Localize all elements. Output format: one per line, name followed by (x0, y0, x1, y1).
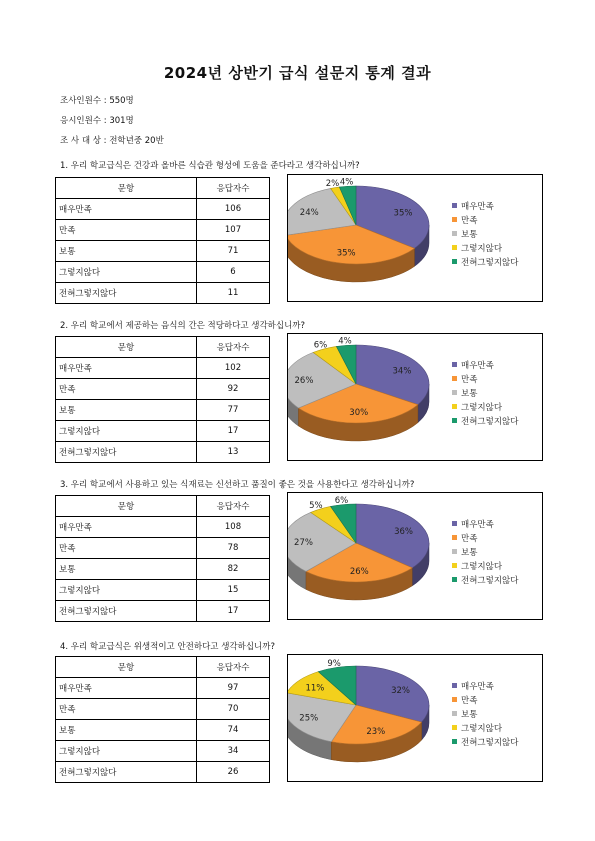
legend-label: 만족 (461, 696, 478, 706)
info-surveyed: 조사인원수 : 550명 (60, 96, 134, 106)
legend-swatch (452, 521, 457, 526)
row-count: 6 (197, 262, 270, 283)
legend-swatch (452, 404, 457, 409)
table-row (56, 220, 270, 241)
info-target: 조 사 대 상 : 전학년중 20반 (60, 136, 164, 146)
pie-data-label: 26% (349, 567, 369, 578)
row-label: 매우만족 (56, 199, 197, 220)
row-count: 102 (197, 358, 270, 379)
legend-swatch (452, 739, 457, 744)
row-label: 그렇지않다 (56, 421, 197, 442)
table-row (56, 241, 270, 262)
table-row (56, 442, 270, 463)
table-row (56, 421, 270, 442)
legend-label: 그렇지않다 (461, 244, 503, 254)
document-title: 2024년 상반기 급식 설문지 통계 결과 (163, 64, 432, 82)
row-label: 보통 (56, 720, 197, 741)
row-label: 그렇지않다 (56, 741, 197, 762)
row-label: 매우만족 (56, 517, 197, 538)
legend-swatch (452, 231, 457, 236)
row-label: 보통 (56, 400, 197, 421)
row-label: 전혀그렇지않다 (56, 442, 197, 463)
info-responded: 응시인원수 : 301명 (60, 116, 134, 126)
row-count: 82 (197, 559, 270, 580)
response-table-1 (55, 177, 270, 304)
row-count: 17 (197, 601, 270, 622)
pie-chart-4 (287, 654, 543, 782)
legend-label: 매우만족 (461, 361, 494, 371)
table-row (56, 517, 270, 538)
row-count: 107 (197, 220, 270, 241)
header-item: 문항 (56, 496, 197, 517)
row-count: 106 (197, 199, 270, 220)
header-count: 응답자수 (197, 657, 270, 678)
table-row (56, 678, 270, 699)
pie-data-label: 34% (392, 366, 412, 377)
pie-data-label: 32% (391, 686, 411, 697)
header-item: 문항 (56, 178, 197, 199)
row-count: 71 (197, 241, 270, 262)
legend-swatch (452, 683, 457, 688)
table-row (56, 400, 270, 421)
table-row (56, 283, 270, 304)
legend-label: 만족 (461, 375, 478, 385)
pie-data-label: 4% (339, 177, 354, 188)
row-count: 13 (197, 442, 270, 463)
legend-swatch (452, 535, 457, 540)
legend-label: 그렇지않다 (461, 403, 503, 413)
row-label: 그렇지않다 (56, 580, 197, 601)
legend-label: 만족 (461, 216, 478, 226)
legend-swatch (452, 362, 457, 367)
table-row (56, 262, 270, 283)
row-label: 보통 (56, 241, 197, 262)
pie-data-label: 26% (294, 376, 314, 387)
legend-label: 만족 (461, 534, 478, 544)
pie-chart-1 (287, 174, 543, 302)
row-count: 77 (197, 400, 270, 421)
row-count: 17 (197, 421, 270, 442)
header-count: 응답자수 (197, 178, 270, 199)
table-row (56, 580, 270, 601)
legend-swatch (452, 418, 457, 423)
legend-label: 보통 (461, 548, 478, 558)
legend-swatch (452, 390, 457, 395)
pie-data-label: 35% (393, 208, 413, 219)
legend-swatch (452, 217, 457, 222)
table-row (56, 720, 270, 741)
pie-data-label: 24% (299, 208, 319, 219)
row-count: 74 (197, 720, 270, 741)
row-label: 전혀그렇지않다 (56, 283, 197, 304)
pie-data-label: 2% (325, 179, 340, 190)
table-row (56, 559, 270, 580)
response-table-2 (55, 336, 270, 463)
legend-swatch (452, 203, 457, 208)
row-label: 만족 (56, 699, 197, 720)
pie-data-label: 27% (294, 537, 313, 548)
legend-swatch (452, 549, 457, 554)
pie-data-label: 11% (305, 683, 325, 694)
legend-label: 보통 (461, 389, 478, 399)
response-table-3 (55, 495, 270, 622)
row-count: 70 (197, 699, 270, 720)
question-3: 3. 우리 학교에서 사용하고 있는 식재료는 신선하고 품질이 좋은 것을 사용한다고 생각하십니까? (60, 480, 415, 490)
legend-swatch (452, 577, 457, 582)
header-item: 문항 (56, 657, 197, 678)
row-label: 만족 (56, 220, 197, 241)
row-count: 97 (197, 678, 270, 699)
table-header-row (56, 178, 270, 199)
legend-swatch (452, 376, 457, 381)
pie-data-label: 30% (349, 408, 369, 419)
pie-data-label: 5% (309, 500, 323, 511)
row-count: 11 (197, 283, 270, 304)
question-4: 4. 우리 학교급식은 위생적이고 안전하다고 생각하십니까? (60, 642, 275, 652)
table-header-row (56, 657, 270, 678)
response-table-4 (55, 656, 270, 783)
pie-data-label: 6% (334, 496, 349, 507)
pie-data-label: 35% (336, 248, 356, 259)
table-row (56, 379, 270, 400)
question-2: 2. 우리 학교에서 제공하는 음식의 간은 적당하다고 생각하십니까? (60, 321, 306, 331)
legend-label: 전혀그렇지않다 (461, 738, 519, 748)
row-label: 매우만족 (56, 678, 197, 699)
row-count: 92 (197, 379, 270, 400)
row-count: 108 (197, 517, 270, 538)
pie-data-label: 9% (327, 658, 341, 669)
row-label: 만족 (56, 538, 197, 559)
legend-label: 전혀그렇지않다 (461, 576, 519, 586)
legend-label: 매우만족 (461, 520, 494, 530)
legend-label: 보통 (461, 230, 478, 240)
pie-data-label: 6% (313, 340, 328, 351)
legend-label: 보통 (461, 710, 478, 720)
row-label: 전혀그렇지않다 (56, 601, 197, 622)
pie-data-label: 23% (366, 727, 386, 738)
pie-data-label: 36% (394, 527, 414, 538)
legend-swatch (452, 563, 457, 568)
row-count: 34 (197, 741, 270, 762)
pie-chart-3 (287, 492, 543, 620)
legend-swatch (452, 697, 457, 702)
row-count: 26 (197, 762, 270, 783)
table-row (56, 199, 270, 220)
legend-label: 그렇지않다 (461, 562, 503, 572)
row-count: 15 (197, 580, 270, 601)
pie-data-label: 25% (299, 713, 319, 724)
header-count: 응답자수 (197, 337, 270, 358)
header-count: 응답자수 (197, 496, 270, 517)
table-row (56, 538, 270, 559)
legend-label: 전혀그렇지않다 (461, 417, 519, 427)
legend-swatch (452, 725, 457, 730)
header-item: 문항 (56, 337, 197, 358)
row-label: 전혀그렇지않다 (56, 762, 197, 783)
row-count: 78 (197, 538, 270, 559)
legend-label: 매우만족 (461, 202, 494, 212)
table-row (56, 762, 270, 783)
legend-swatch (452, 245, 457, 250)
legend-label: 전혀그렇지않다 (461, 258, 519, 268)
legend-label: 매우만족 (461, 682, 494, 692)
row-label: 만족 (56, 379, 197, 400)
table-header-row (56, 337, 270, 358)
question-1: 1. 우리 학교급식은 건강과 올바른 식습관 형성에 도움을 준다라고 생각하십니까? (60, 161, 360, 171)
row-label: 매우만족 (56, 358, 197, 379)
table-row (56, 601, 270, 622)
pie-data-label: 4% (338, 336, 352, 347)
legend-swatch (452, 259, 457, 264)
table-header-row (56, 496, 270, 517)
pie-chart-2 (287, 333, 543, 461)
row-label: 보통 (56, 559, 197, 580)
legend-swatch (452, 711, 457, 716)
legend-label: 그렇지않다 (461, 724, 503, 734)
row-label: 그렇지않다 (56, 262, 197, 283)
table-row (56, 699, 270, 720)
table-row (56, 741, 270, 762)
table-row (56, 358, 270, 379)
